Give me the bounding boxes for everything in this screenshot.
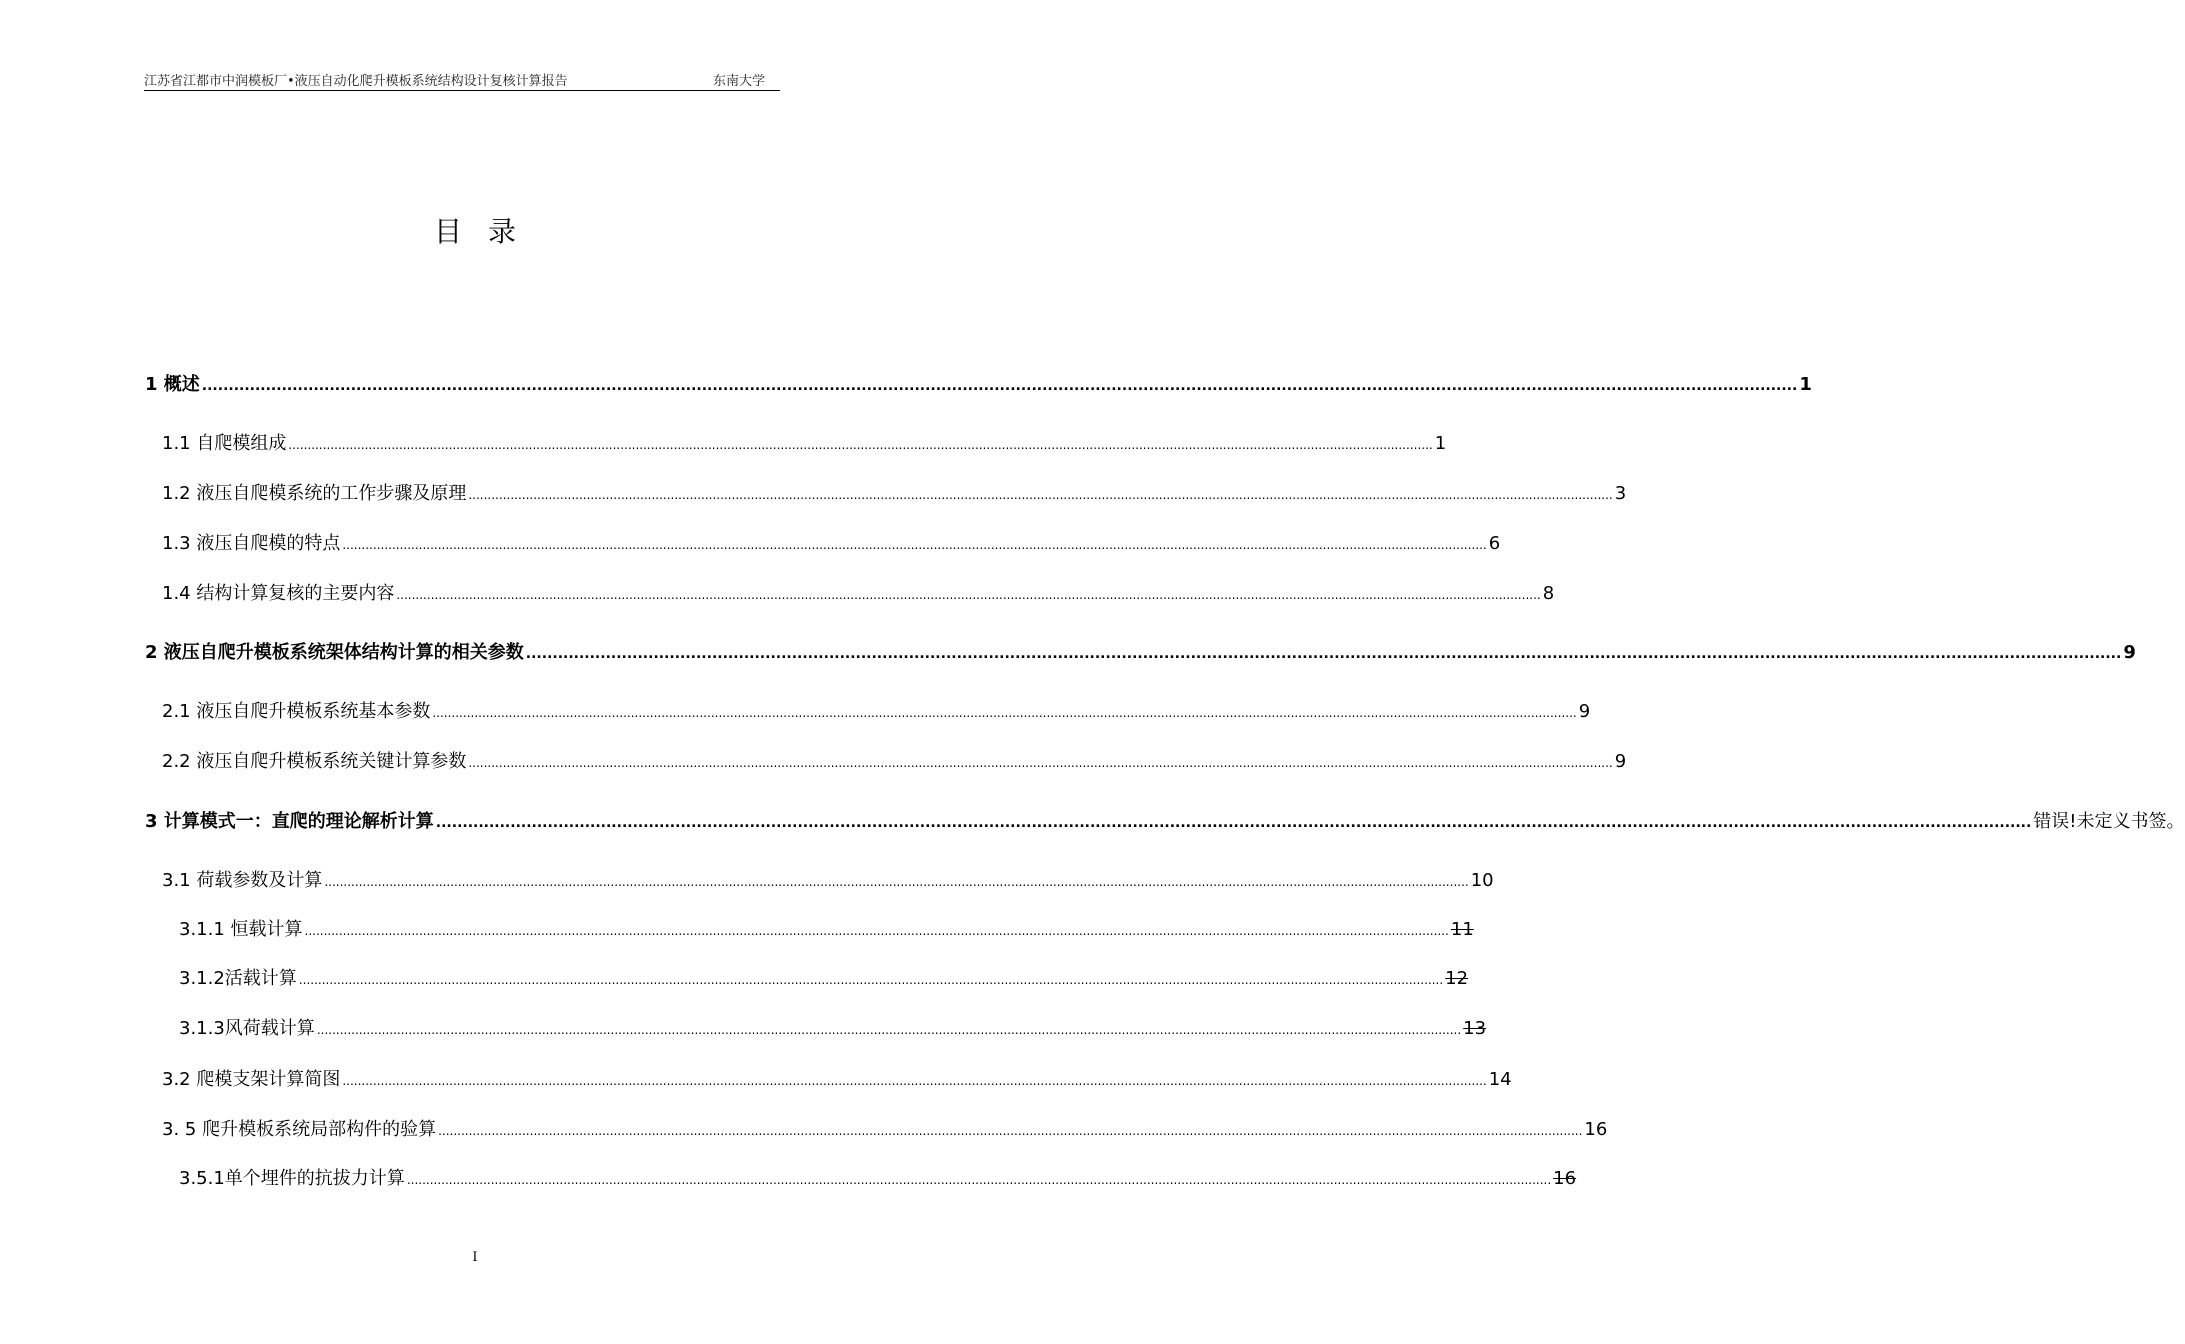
toc-dot-leader: ............................................................................................................................................................................................................................................................................................................: [342, 538, 1487, 552]
toc-dot-leader: ............................................................................................................................................................................................................................................................................................................: [324, 875, 1469, 889]
toc-entry[interactable]: [162, 579, 1555, 605]
toc-dot-leader: ............................................................................................................................................................................................................................................................................................................: [432, 706, 1577, 720]
toc-entry-label: 3.1.2活载计算: [179, 968, 297, 989]
toc-entry-label: 2.2 液压自爬升模板系统关键计算参数: [162, 751, 467, 772]
toc-dot-leader: ............................................................................................................................................................................................................................................................................................................: [201, 378, 1798, 394]
toc-entry[interactable]: [145, 638, 2136, 664]
toc-entry[interactable]: [162, 479, 1627, 505]
toc-dot-leader: ............................................................................................................................................................................................................................................................................................................: [525, 646, 2122, 662]
toc-entry-label: 3 计算模式一：直爬的理论解析计算: [145, 811, 434, 832]
toc-entry[interactable]: [179, 964, 1469, 990]
toc-entry[interactable]: [162, 529, 1501, 555]
toc-entry-label: 1.2 液压自爬模系统的工作步骤及原理: [162, 483, 467, 504]
toc-entry-label: 3.1.1 恒载计算: [179, 919, 303, 940]
toc-entry-page: 10: [1470, 870, 1494, 891]
toc-entry[interactable]: [145, 370, 1812, 396]
toc-entry[interactable]: [179, 1164, 1577, 1190]
toc-entry-page: 3: [1614, 483, 1627, 504]
toc-entry[interactable]: [145, 807, 2185, 833]
page-header: [144, 70, 780, 91]
toc-dot-leader: ............................................................................................................................................................................................................................................................................................................: [396, 588, 1541, 602]
toc-entry[interactable]: [162, 1115, 1608, 1141]
toc-entry[interactable]: [162, 697, 1591, 723]
toc-entry-label: 1.3 液压自爬模的特点: [162, 533, 341, 554]
toc-entry-page: 11: [1450, 919, 1474, 940]
toc-entry-label: 1.1 自爬模组成: [162, 433, 287, 454]
toc-entry-page: 9: [1614, 751, 1627, 772]
toc-entry-label: 3.1 荷载参数及计算: [162, 870, 323, 891]
toc-dot-leader: ............................................................................................................................................................................................................................................................................................................: [468, 756, 1613, 770]
toc-entry[interactable]: [162, 747, 1627, 773]
toc-dot-leader: ............................................................................................................................................................................................................................................................................................................: [406, 1173, 1552, 1187]
toc-entry-label: 2 液压自爬升模板系统架体结构计算的相关参数: [145, 642, 524, 663]
toc-entry[interactable]: [162, 1065, 1512, 1091]
toc-title: 目录: [433, 215, 542, 248]
toc-entry-page: 14: [1488, 1069, 1512, 1090]
toc-entry-label: 3.1.3风荷载计算: [179, 1018, 315, 1039]
toc-entry-label: 3. 5 爬升模板系统局部构件的验算: [162, 1119, 437, 1140]
toc-dot-leader: ............................................................................................................................................................................................................................................................................................................: [288, 438, 1433, 452]
toc-entry-label: 2.1 液压自爬升模板系统基本参数: [162, 701, 431, 722]
toc-dot-leader: ............................................................................................................................................................................................................................................................................................................: [435, 815, 2032, 831]
toc-dot-leader: ............................................................................................................................................................................................................................................................................................................: [298, 973, 1444, 987]
toc-dot-leader: ............................................................................................................................................................................................................................................................................................................: [438, 1124, 1583, 1138]
toc-entry[interactable]: [179, 915, 1474, 941]
toc-entry[interactable]: [162, 429, 1447, 455]
toc-entry-page: 6: [1488, 533, 1501, 554]
toc-entry-label: 3.2 爬模支架计算简图: [162, 1069, 341, 1090]
header-institution: 东南大学: [713, 74, 766, 89]
toc-entry-page-error: 错误!未定义书签。: [2033, 811, 2185, 832]
toc-entry-page: 9: [1578, 701, 1591, 722]
toc-entry[interactable]: [179, 1014, 1487, 1040]
toc-dot-leader: ............................................................................................................................................................................................................................................................................................................: [316, 1023, 1462, 1037]
toc-dot-leader: ............................................................................................................................................................................................................................................................................................................: [304, 924, 1449, 938]
toc-entry-label: 1.4 结构计算复核的主要内容: [162, 583, 395, 604]
toc-dot-leader: ............................................................................................................................................................................................................................................................................................................: [342, 1074, 1487, 1088]
toc-entry[interactable]: [162, 866, 1494, 892]
toc-entry-page: 8: [1542, 583, 1555, 604]
header-document-title: 江苏省江都市中润模板厂•液压自动化爬升模板系统结构设计复核计算报告: [144, 74, 568, 89]
toc-entry-page: 1: [1434, 433, 1447, 454]
toc-dot-leader: ............................................................................................................................................................................................................................................................................................................: [468, 488, 1613, 502]
toc-entry-label: 3.5.1单个埋件的抗拔力计算: [179, 1168, 405, 1189]
toc-entry-page: 12: [1445, 968, 1469, 989]
toc-entry-page: 16: [1553, 1168, 1577, 1189]
toc-entry-page: 9: [2123, 642, 2136, 663]
toc-entry-page: 1: [1799, 374, 1812, 395]
toc-entry-page: 16: [1584, 1119, 1608, 1140]
toc-entry-label: 1 概述: [145, 374, 200, 395]
toc-entry-page: 13: [1463, 1018, 1487, 1039]
page-number: I: [472, 1250, 478, 1265]
